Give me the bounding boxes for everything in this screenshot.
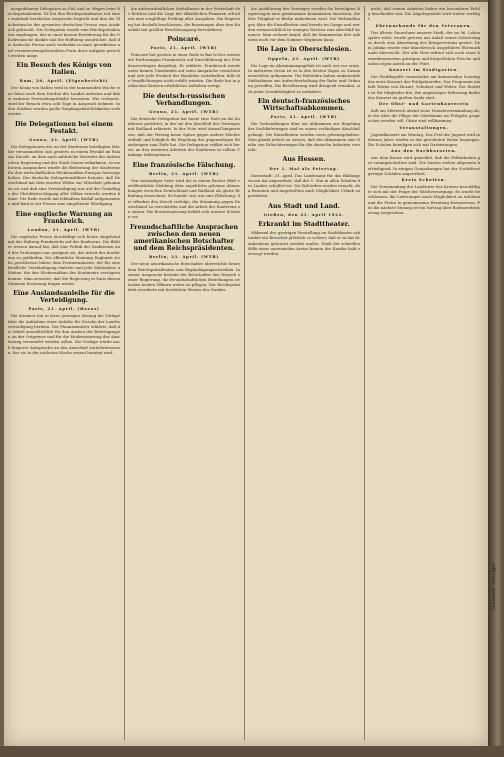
spine-label: Gießener Anzeiger: [491, 562, 497, 610]
article-headline: Ein Besuch des Königs von Italien.: [16, 62, 112, 77]
column-rule: [124, 6, 125, 740]
dateline: Gießen, den 21. April 1922.: [263, 211, 345, 217]
dateline: Berlin, 21. April. (WTB): [148, 170, 220, 176]
article-headline: Aus Hessen.: [282, 156, 326, 164]
dateline: Berlin, 21. April. (WTB): [148, 254, 220, 260]
article-paragraph: Die Stadtkapelle veranstaltet am kommenden Sonntag das erste Konzert der Frühjahrsreihe. Das Programm umfaßt Werke von Mozart, Schubert und Weber. Der Eintritt ist für Mitglieder frei. Bei ungünstiger Witterung findet das Konzert im großen Saale statt.: [368, 74, 480, 100]
dateline: Paris, 21. April. (Havas): [28, 306, 100, 312]
article-headline: Eine französische Fälschung.: [132, 161, 236, 169]
article-headline: Poincaré.: [167, 36, 201, 44]
article-paragraph: ausgedehnten Delegation zu Fuß und zu Wagen beim Reichspräsidenten. Er hat den Reichspräsidenten mit einer wahrhaft herzlichen Ansprache begrüßt und ihm die Glückwünsche der gesamten deutschen Presse zum Ausdruck gebracht. Die Delegation wurde vom Reichspräsidenten empfangen, der in einer kurzen Erwiderung für die Glückwünsche dankte und die Hoffnung ausdrückte, daß die deutsche Presse auch weiterhin in einer geordneten und verantwortungsbewußten Form ihrer Aufgabe gerecht werden möge.: [8, 6, 120, 58]
dateline: Konzert im Stadtgarten.: [388, 67, 460, 73]
article-headline: Ein deutsch-französisches Wirtschaftsabkommen.: [257, 97, 351, 113]
article-paragraph: die außerordentlichen Verhältnisse in der Wirtschaft des Reiches und die Lage der öffentlichen Finanzen erfordern eine sorgfältige Prüfung aller Ausgaben. Die Regierung hat deshalb beschlossen, die Beratungen über den Haushalt mit größter Beschleunigung fortzuführen.: [128, 6, 240, 32]
article-headline: Eine Auslandsanleihe für die Verteidigung.: [13, 289, 115, 305]
article-paragraph: nicht, daß seinen Arbeiten bisher ein besonderer Erfolg beschieden war. Die Angelegenheit wird weiter verfolgt.: [368, 6, 480, 22]
article-paragraph: Die deutsche Delegation hat heute eine Note an die Konferenz gerichtet, in der sie den Abschluß des Vertrages mit Rußland erläutert. In der Note wird darauf hingewiesen, daß der Vertrag keine Spitze gegen andere Mächte enthält und lediglich die Regelung der gegenseitigen Beziehungen zum Ziele hat. Die Delegation erklärt sich bereit, an den weiteren Arbeiten der Konferenz in vollem Umfange teilzunehmen.: [128, 116, 240, 158]
dateline: Der Obst- und Gartenbauverein: [378, 101, 470, 107]
article-paragraph: Jugendkonzert am Montag. Das Fest der Jugend wird in diesem Jahre wieder in der gewohnten Weise begangen. Die Schulen beteiligen sich mit Darbietungen.: [368, 131, 480, 148]
article-paragraph: Poincaré hat gestern in einer Rede in Bar-le-Duc erneut die Forderungen Frankreichs auf Durchführung des Friedensvertrages dargelegt. Er erklärte, Frankreich werde unter keinen Umständen auf seine Ansprüche verzichten und sich jede Freiheit des Handelns vorbehalten, falls die Verpflichtungen nicht erfüllt würden. Die Rede hat in politischen Kreisen erhebliches Aufsehen erregt.: [128, 52, 240, 89]
article-headline: Die deutsch-russischen Verhandlungen.: [142, 92, 226, 107]
dateline: Rom, 20. April. (Eigenbericht): [19, 78, 109, 84]
column-rule: [244, 6, 245, 740]
article-headline: Aus Stadt und Land.: [268, 202, 340, 210]
article-paragraph: die Ausführung des Vertrages werden die beteiligten Regierungen eine gemeinsame Kommission einsetzen, die ihre Tätigkeit in Berlin aufnehmen wird. Die Verhandlungen über die Einzelheiten sind bereits im Gange und werden voraussichtlich in wenigen Wochen zum Abschluß kommen. Man rechnet damit, daß die Kommission ihre Arbeiten noch vor dem Sommer beginnen kann.: [248, 6, 360, 43]
article-paragraph: Die Lage im Abstimmungsgebiet ist nach wie vor ernst. In mehreren Orten ist es in den letzten Tagen zu Zusammenstößen gekommen. Die Behörden haben umfassende Maßnahmen zur Aufrechterhaltung der Ruhe und Ordnung getroffen. Die Bevölkerung wird dringend ermahnt, sich jeder Gewalttätigkeit zu enthalten.: [248, 62, 360, 94]
article-paragraph: Die Kammer hat in ihrer gestrigen Sitzung die Vorlage über die Aufnahme einer Anleihe für Zwecke der Landesverteidigung beraten. Der Finanzminister erklärte, daß die Mittel ausschließlich für den Ausbau der Befestigungen an der Ostgrenze und für die Modernisierung der Ausrüstung verwendet werden sollen. Die Vorlage wurde nach längerer Aussprache an den Ausschuß zurückverwiesen, der sie in der nächsten Woche erneut beraten wird.: [8, 313, 120, 355]
dateline: London, 21. April. (WTB): [27, 226, 101, 232]
dateline: Oppeln, 21. April. (WTB): [267, 55, 341, 61]
binding-spine: [488, 0, 504, 757]
article-paragraph: Die englische Presse beschäftigt sich heute eingehend mit der Haltung Frankreichs auf der Konferenz. Die Blätter weisen darauf hin, daß eine Politik der Sanktionen und der Drohungen nur geeignet sei, die Arbeit der Konferenz zu gefährden. Die öffentliche Meinung Englands stehe geschlossen hinter dem Premierminister, der für eine friedliche Verständigung eintrete und jede Maßnahme ablehne, die den Wiederaufbau des Kontinents verzögern könnte. Man erwartet, daß die Regierung in Paris diesen Stimmen Rechnung tragen werde.: [8, 233, 120, 286]
dateline: Genua, 21. April. (WTB): [29, 137, 99, 143]
newspaper-page: [4, 2, 488, 746]
dateline: Veranstaltungen.: [399, 124, 449, 130]
article-paragraph: Aus dem Kreise wird gemeldet, daß die Feldarbeiten gut vorangeschritten sind. Die Saaten stehen allgemein befriedigend. In einigen Gemarkungen hat der Nachtfrost geringe Schäden angerichtet.: [368, 155, 480, 176]
column-rule: [364, 6, 365, 740]
article-paragraph: Darmstadt, 21. April. Das Landesamt für das Bildungswesen hat angeordnet, daß der 1. Mai in allen Schulen des Landes schulfrei ist. Die Behörden werden ersucht, den Beamten und Angestellten nach Möglichkeit Urlaub zu gewähren.: [248, 172, 360, 199]
column-1: [8, 6, 120, 742]
article-paragraph: hält am Mittwoch abend seine Monatsversammlung ab, in der über die Pflege der Obstbäume im Frühjahr gesprochen werden soll. Gäste sind willkommen.: [368, 108, 480, 124]
article-paragraph: Der älteste Einwohner unserer Stadt, der im 96. Lebensjahre steht, wurde gestern aus Anlaß seines Geburtstages durch eine Abordnung des Kriegervereins geehrt. Dem Jubilar wurde eine künstlerisch ausgeführte Ehrenurkunde überreicht. Der alte Herr erfreut sich noch einer bemerkenswerten geistigen und körperlichen Frische und nahm regen Anteil an der Feier.: [368, 29, 480, 66]
dateline: Paris, 21. April. (WTB): [270, 114, 338, 120]
column-2: [128, 6, 240, 742]
dateline: Kreis Schotten.: [401, 177, 447, 183]
dateline: Ehrenurkunde für den Veteranen.: [375, 22, 473, 28]
article-headline: Eine englische Warnung an Frankreich.: [15, 210, 113, 225]
article-paragraph: Die Verhandlungen über ein Abkommen zur Regelung der Sachlieferungen sind zu einem vorläufigen Abschluß gelangt. Die Einzelheiten werden noch geheimgehalten. Man glaubt jedoch zu wissen, daß das Abkommen eine Reihe von Erleichterungen für die deutsche Industrie vorsieht.: [248, 121, 360, 153]
page-bottom-edge: [0, 746, 504, 757]
article-paragraph: Während der gestrigen Vorstellung im Stadttheater erkrankte ein Besucher plötzlich so schwer, daß er in das Krankenhaus gebracht werden mußte. Dank der schnellen Hilfe eines anwesenden Arztes konnte der Kranke bald versorgt werden.: [248, 230, 360, 256]
dateline: Der 1. Mai als Feiertag.: [269, 165, 339, 171]
article-headline: Die Delegationen bei einem Festakt.: [15, 120, 113, 135]
column-4: [368, 6, 480, 742]
article-headline: Die Lage in Oberschlesien.: [256, 46, 352, 54]
article-headline: Freundschaftliche Ansprachen zwischen dem neuen amerikanischen Botschafter und dem Reichspräsidenten.: [129, 223, 239, 253]
article-paragraph: Von zuständiger Seite wird die in einem Pariser Blatt veröffentlichte Meldung über angebliche geheime Abmachungen zwischen Deutschland und Rußland als glatte Erfindung bezeichnet. Es handle sich um eine Fälschung, die offenbar den Zweck verfolge, die Stimmung gegen Deutschland zu verschärfen und die Arbeit der Konferenz zu stören. Die Reichsregierung behält sich weitere Schritte vor.: [128, 177, 240, 220]
dateline: Aus den Nachbarorten.: [390, 148, 458, 154]
article-paragraph: Der neue amerikanische Botschafter überreichte heute dem Reichspräsidenten sein Beglaubigungsschreiben. In seiner Ansprache betonte der Botschafter den Wunsch seiner Regierung, die freundschaftlichen Beziehungen zwischen beiden Völkern weiter zu pflegen. Der Reichspräsident erwiderte mit herzlichen Worten des Dankes.: [128, 261, 240, 293]
dateline: Genua, 21. April. (WTB): [149, 109, 219, 115]
dateline: Paris, 21. April. (WTB): [150, 45, 218, 51]
article-paragraph: Der König von Italien wird in der kommenden Woche eine Reise nach dem Norden des Landes antreten und dabei mehrere Provinzhauptstädte besuchen. Wie verlautet, wird der Besuch etwa acht Tage in Anspruch nehmen. In den Städten werden große Empfangsfeierlichkeiten vorbereitet.: [8, 85, 120, 117]
column-3: [248, 6, 360, 742]
article-headline: Erkrankt im Stadttheater.: [258, 220, 350, 228]
article-paragraph: Die Delegationen der an der Konferenz beteiligten Mächte versammelten sich gestern zu einem Festakt im Palazzo Ducale, an dem auch zahlreiche Vertreter der italienischen Regierung und der Stadt Genua teilnahmen. In mehreren Ansprachen wurde die Bedeutung der Konferenz für den wirtschaftlichen Wiederaufbau Europas hervorgehoben. Der deutsche Delegationsführer betonte, daß Deutschland mit dem ernsten Willen zur Mitarbeit gekommen sei und daß eine Verständigung nur auf der Grundlage der Gleichberechtigung aller Völker erreicht werden könne. Die Rede wurde mit lebhaftem Beifall aufgenommen und fand in der Presse eine eingehende Würdigung.: [8, 144, 120, 207]
article-paragraph: Die Versammlung der Landwirte des Kreises beschäftigte sich mit der Frage der Milchversorgung. Es wurde beschlossen, die Lieferungen nach Möglichkeit zu erhöhen und die Preise in gemeinsamer Beratung festzusetzen. Für die nächste Sitzung ist ein Vortrag über Bodenverbesserung vorgesehen.: [368, 184, 480, 216]
